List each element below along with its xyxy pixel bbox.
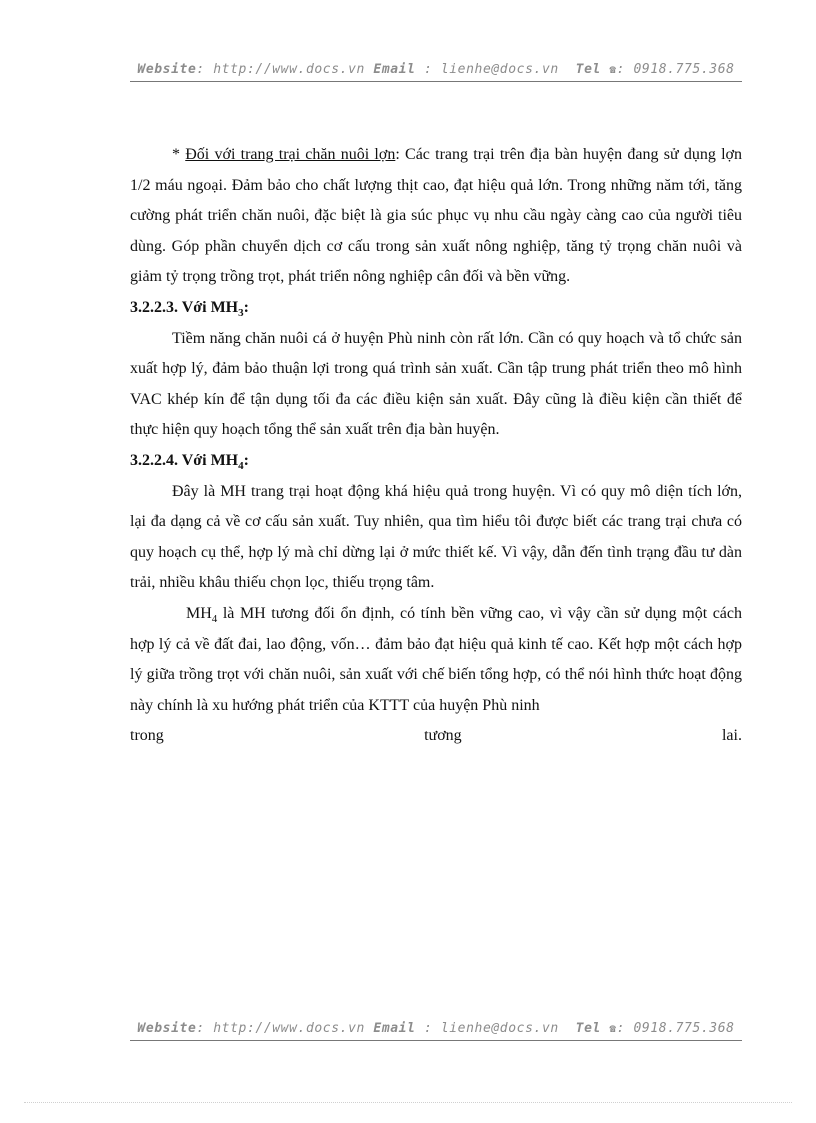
phone-icon: ☎ xyxy=(609,63,617,76)
footer-tel-number: : 0918.775.368 xyxy=(616,1021,735,1036)
footer-email-label: Email xyxy=(373,1021,416,1036)
footer-tel-label: Tel xyxy=(575,1021,601,1036)
paragraph-pig-farms xyxy=(130,140,742,293)
header-divider xyxy=(130,81,742,82)
heading-text: 3.2.2.4. Với MH xyxy=(130,451,239,469)
heading-subscript: 4 xyxy=(238,460,244,473)
header-email-address[interactable]: : lienhe@docs.vn xyxy=(423,62,559,77)
page-header xyxy=(130,62,742,77)
underlined-topic: Đối với trang trại chăn nuôi lợn xyxy=(185,146,396,163)
document-body xyxy=(130,140,742,752)
footer-divider xyxy=(130,1040,742,1041)
header-tel-number: : 0918.775.368 xyxy=(616,62,735,77)
mh-label: MH xyxy=(186,604,212,622)
footer-website-url[interactable]: : http://www.docs.vn xyxy=(196,1021,365,1036)
page-footer xyxy=(130,1021,742,1036)
heading-subscript: 3 xyxy=(238,307,244,320)
paragraph-fish-farming: Tiềm năng chăn nuôi cá ở huyện Phù ninh còn rất lớn. Cần có quy hoạch và tổ chức sản xuất hợp lý, đảm bảo thuận lợi trong quá trình sản xuất. Cần tập trung phát triển theo mô hình VAC khép kín để tận dụng tối đa các điều kiện sản xuất. Đây cũng là điều kiện cần thiết để thực hiện quy hoạch tổng thể sản xuất trên địa bàn huyện. xyxy=(130,329,742,439)
section-heading-3-2-2-3 xyxy=(130,293,742,324)
heading-colon: : xyxy=(243,451,249,469)
heading-colon: : xyxy=(243,298,249,316)
paragraph-mh4-stability xyxy=(130,599,742,721)
phone-icon: ☎ xyxy=(609,1022,617,1035)
last-word-2: tương xyxy=(424,727,462,745)
footer-website-label: Website xyxy=(137,1021,197,1036)
bullet-star: * xyxy=(172,146,186,163)
last-word-3: lai. xyxy=(721,727,742,745)
paragraph-text: là MH tương đối ổn định, có tính bền vững cao, vì vậy cần sử dụng một cách hợp lý cả về đất đai, lao động, vốn… đảm bảo đạt hiệu quả kinh tế cao. Kết hợp một cách hợp lý giữa trồng trọt với chăn nuôi, sản xuất với chế biến tổng hợp, có thể nói hình thức hoạt động này chính là xu hướng phát triển của KTTT của huyện Phù ninh xyxy=(130,604,742,714)
last-word-1: trong xyxy=(130,727,164,745)
footer-email-address[interactable]: : lienhe@docs.vn xyxy=(423,1021,559,1036)
paragraph-text: : Các trang trại trên địa bàn huyện đang sử dụng lợn 1/2 máu ngoại. Đảm bảo cho chất lượng thịt cao, đạt hiệu quả lớn. Trong những năm tới, tăng cường phát triển chăn nuôi, đặc biệt là gia súc phục vụ nhu cầu ngày càng cao của người tiêu dùng. Góp phần chuyển dịch cơ cấu trong sản xuất nông nghiệp, tăng tỷ trọng chăn nuôi và giảm tỷ trọng trồng trọt, phát triển nông nghiệp cân đối và bền vững. xyxy=(130,146,743,286)
paragraph-last-line xyxy=(130,721,742,752)
section-heading-3-2-2-4 xyxy=(130,446,742,477)
heading-text: 3.2.2.3. Với MH xyxy=(130,298,239,316)
paragraph-mh4-overview: Đây là MH trang trại hoạt động khá hiệu quả trong huyện. Vì có quy mô diện tích lớn, lại đa dạng cả về cơ cấu sản xuất. Tuy nhiên, qua tìm hiểu tôi được biết các trang trại chưa có quy hoạch cụ thể, hợp lý mà chỉ dừng lại ở mức thiết kế. Vì vậy, dẫn đến tình trạng đầu tư dàn trải, nhiều khâu thiếu chọn lọc, thiếu trọng tâm. xyxy=(130,482,742,592)
header-website-url[interactable]: : http://www.docs.vn xyxy=(196,62,365,77)
header-website-label: Website xyxy=(137,62,197,77)
header-email-label: Email xyxy=(373,62,416,77)
header-tel-label: Tel xyxy=(575,62,601,77)
page-bottom-border xyxy=(24,1102,792,1103)
mh-subscript: 4 xyxy=(211,613,218,626)
